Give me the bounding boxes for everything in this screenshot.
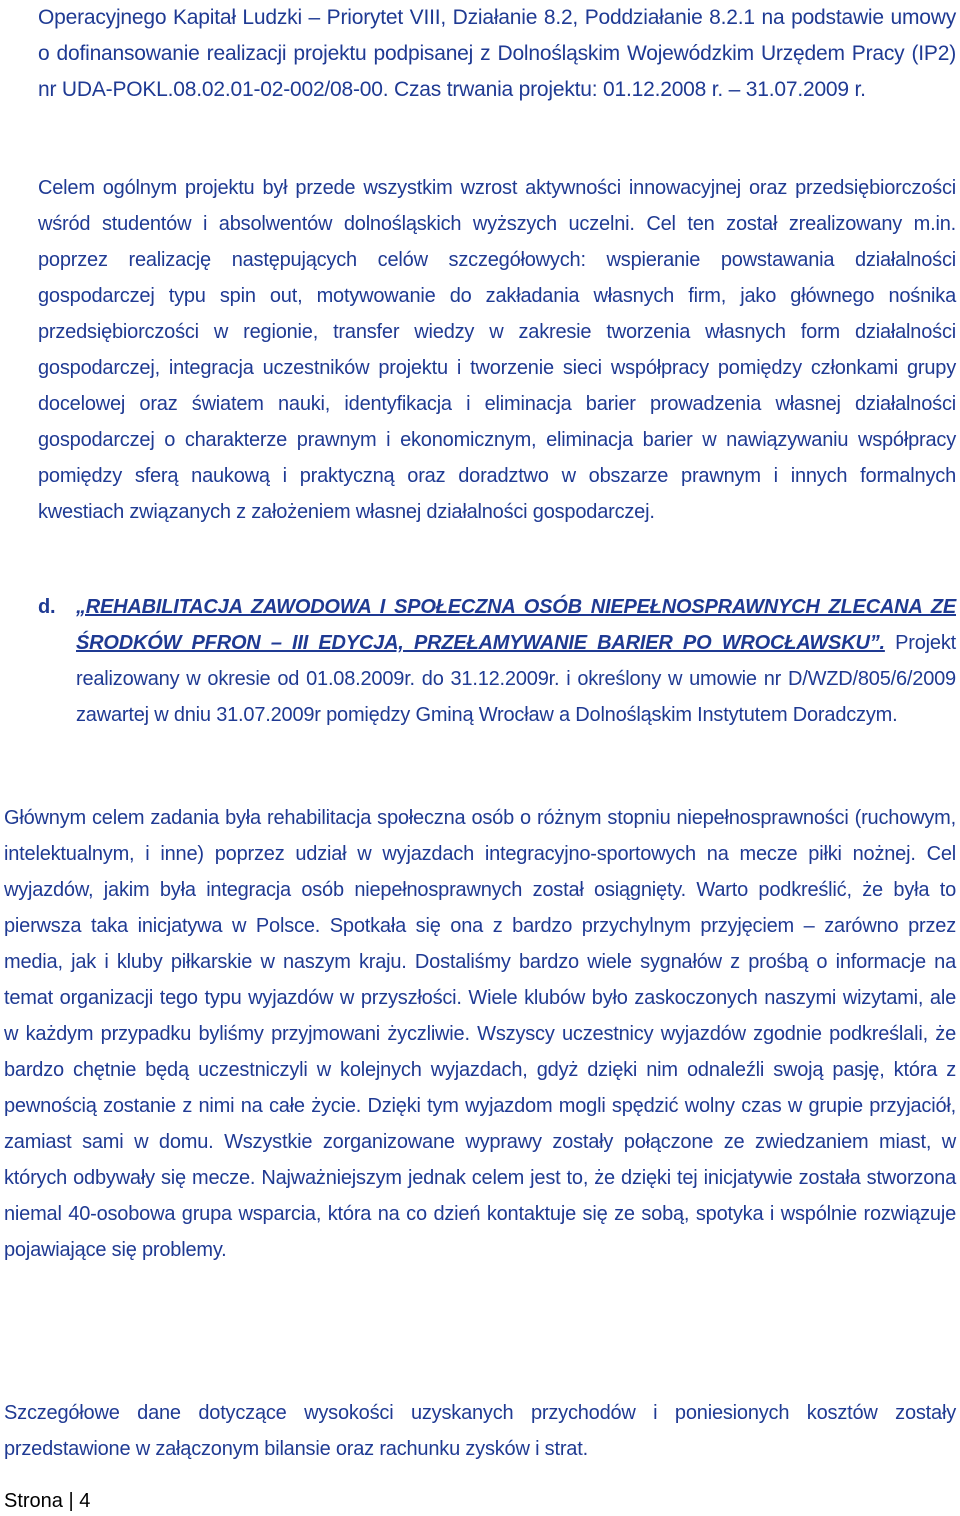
- intro-paragraph: Operacyjnego Kapitał Ludzki – Priorytet VIII, Działanie 8.2, Poddziałanie 8.2.1 na podstawie umowy o dofinansowanie realizacji projektu podpisanej z Dolnośląskim Wojewódzkim Urzędem Pracy (IP2) nr UDA-POKL.08.02.01-02-002/08-00. Czas trwania projektu: 01.12.2008 r. – 31.07.2009 r.: [38, 6, 956, 101]
- page-number: Strona | 4: [4, 1490, 91, 1512]
- summary-paragraph: Szczegółowe dane dotyczące wysokości uzyskanych przychodów i poniesionych kosztów zostały przedstawione w załączonym bilansie oraz rachunku zysków i strat.: [4, 1402, 956, 1460]
- section-d-title: „REHABILITACJA ZAWODOWA I SPOŁECZNA OSÓB NIEPEŁNOSPRAWNYCH ZLECANA ZE ŚRODKÓW PFRON – III EDYCJA, PRZEŁAMYWANIE BARIER PO WROCŁAWSKU”.: [76, 596, 956, 654]
- section-letter: d.: [38, 596, 56, 618]
- section-d-body: [76, 589, 956, 733]
- section-d-description: Projekt realizowany w okresie od 01.08.2009r. do 31.12.2009r. i określony w umowie nr D/WZD/805/6/2009 zawartej w dniu 31.07.2009r pomiędzy Gminą Wrocław a Dolnośląskim Instytutem Doradczym.: [76, 632, 956, 726]
- project-goal-paragraph: Celem ogólnym projektu był przede wszystkim wzrost aktywności innowacyjnej oraz przedsiębiorczości wśród studentów i absolwentów dolnośląskich wyższych uczelni. Cel ten został zrealizowany m.in. poprzez realizację następujących celów szczegółowych: wspieranie powstawania działalności gospodarczej typu spin out, motywowanie do zakładania własnych firm, jako głównego nośnika przedsiębiorczości w regionie, transfer wiedzy w zakresie tworzenia własnych form działalności gospodarczej, integracja uczestników projektu i tworzenie sieci współpracy pomiędzy członkami grupy docelowej oraz światem nauki, identyfikacja i eliminacja barier prowadzenia własnej działalności gospodarczej o charakterze prawnym i ekonomicznym, eliminacja barier w nawiązywaniu współpracy pomiędzy sferą naukową i praktyczną oraz doradztwo w obszarze prawnym i innych formalnych kwestiach związanych z założeniem własnej działalności gospodarczej.: [38, 177, 956, 523]
- main-goal-paragraph: Głównym celem zadania była rehabilitacja społeczna osób o różnym stopniu niepełnosprawności (ruchowym, intelektualnym, i inne) poprzez udział w wyjazdach integracyjno-sportowych na mecze piłki nożnej. Cel wyjazdów, jakim była integracja osób niepełnosprawnych został osiągnięty. Warto podkreślić, że była to pierwsza taka inicjatywa w Polsce. Spotkała się ona z bardzo przychylnym przyjęciem – zarówno przez media, jak i kluby piłkarskie w naszym kraju. Dostaliśmy bardzo wiele sygnałów z prośbą o informacje na temat organizacji tego typu wyjazdów w przyszłości. Wiele klubów było zaskoczonych naszymi wizytami, ale w każdym przypadku byliśmy przyjmowani życzliwie. Wszyscy uczestnicy wyjazdów zgodnie podkreślali, że bardzo chętnie będą uczestniczyli w kolejnych wyjazdach, gdyż dzięki nim odnaleźli swoją pasję, która z pewnością zostanie z nimi na całe życie. Dzięki tym wyjazdom mogli spędzić wolny czas w grupie przyjaciół, zamiast sami w domu. Wszystkie zorganizowane wyprawy zostały połączone ze zwiedzaniem miast, w których odbywały się mecze. Najważniejszym jednak celem jest to, że dzięki tej inicjatywie została stworzona niemal 40-osobowa grupa wsparcia, która na co dzień kontaktuje się ze sobą, spotyka i wspólnie rozwiązuje pojawiające się problemy.: [4, 807, 956, 1261]
